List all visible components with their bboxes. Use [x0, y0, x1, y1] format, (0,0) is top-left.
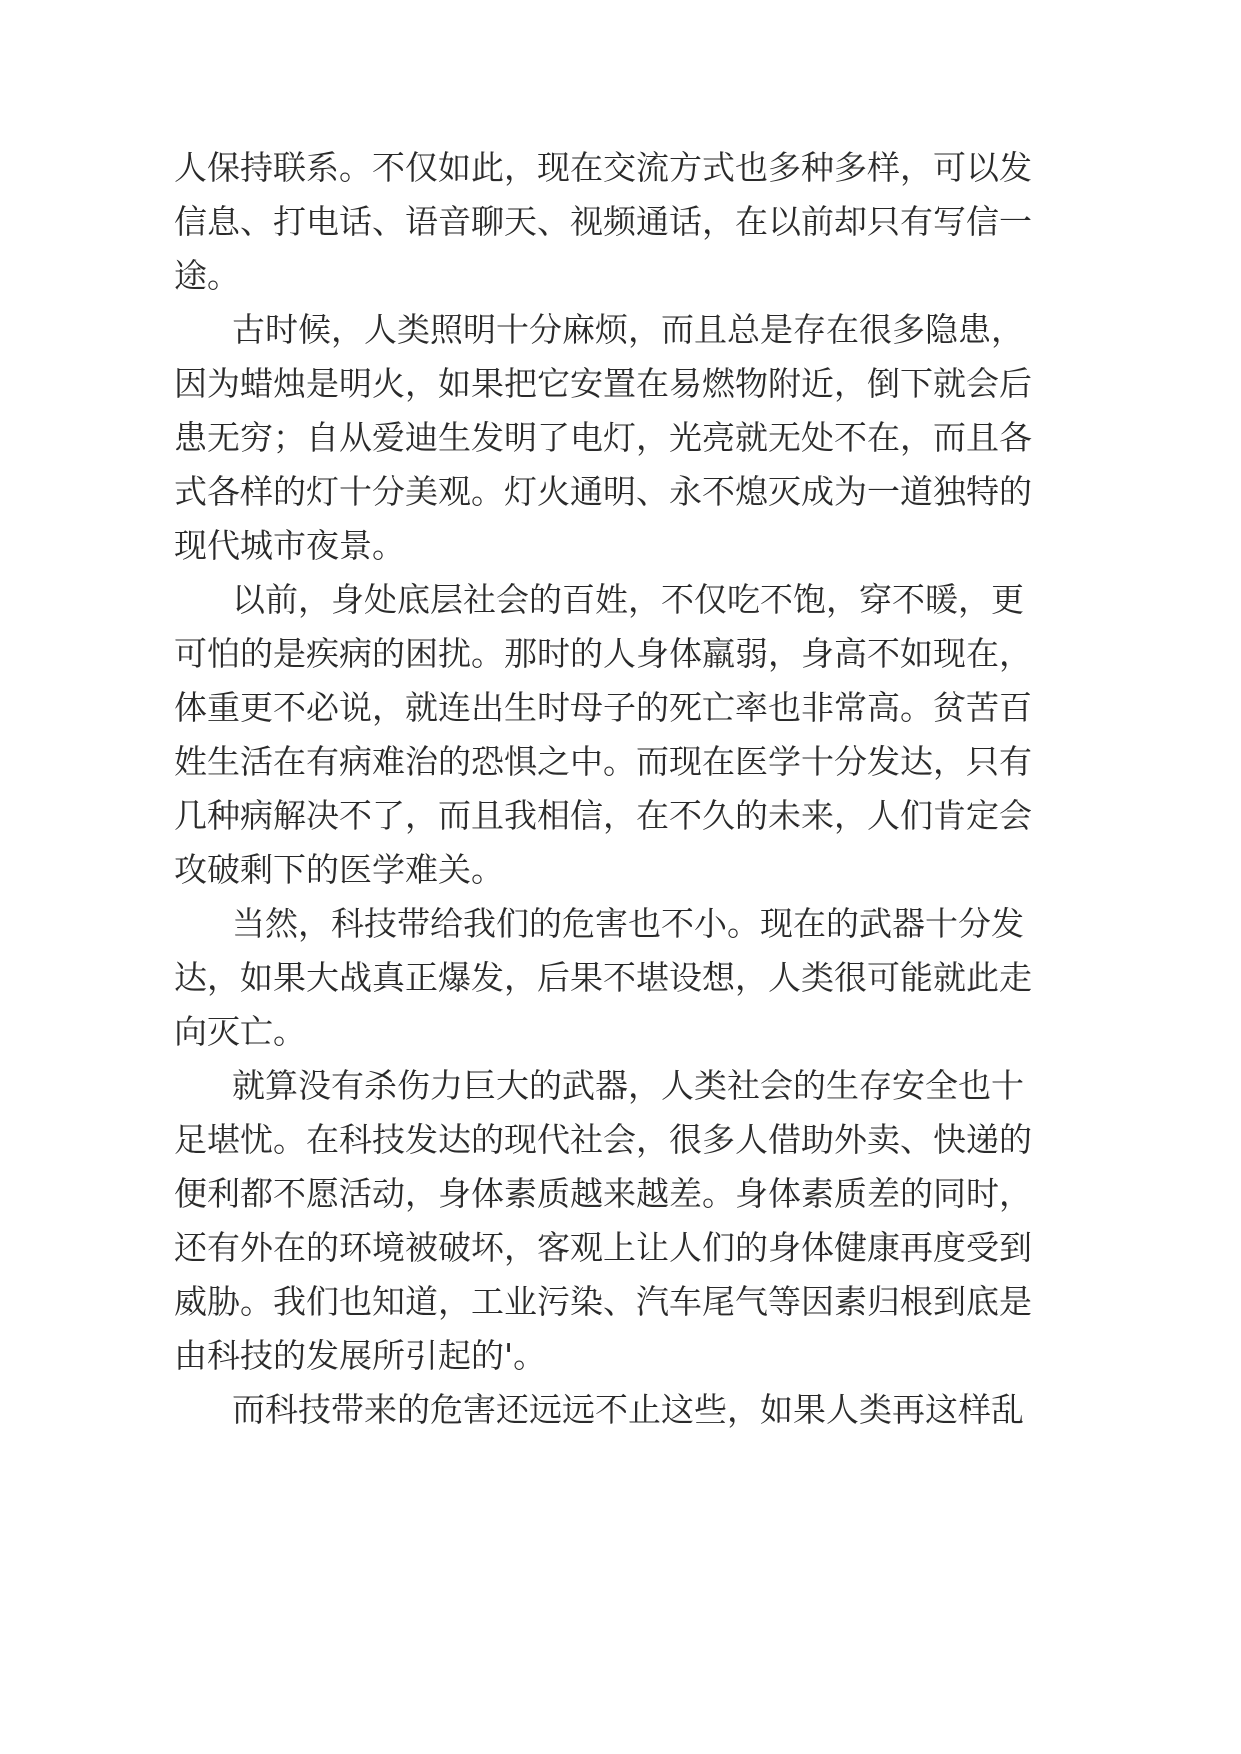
text-line: 达，如果大战真正爆发，后果不堪设想，人类很可能就此走	[174, 958, 1032, 997]
text-line: 而科技带来的危害还远远不止这些，如果人类再这样乱	[232, 1390, 1024, 1429]
text-line: 还有外在的环境被破坏，客观上让人们的身体健康再度受到	[174, 1228, 1032, 1267]
text-line: 古时候，人类照明十分麻烦，而且总是存在很多隐患，	[232, 310, 1024, 349]
text-line: 患无穷；自从爱迪生发明了电灯，光亮就无处不在，而且各	[174, 418, 1032, 457]
text-line: 人保持联系。不仅如此，现在交流方式也多种多样，可以发	[174, 148, 1032, 187]
text-line: 以前，身处底层社会的百姓，不仅吃不饱，穿不暖，更	[232, 580, 1024, 619]
text-line: 途。	[174, 256, 240, 295]
text-line: 就算没有杀伤力巨大的武器，人类社会的生存安全也十	[232, 1066, 1024, 1105]
text-line: 现代城市夜景。	[174, 526, 405, 565]
text-line: 体重更不必说，就连出生时母子的死亡率也非常高。贫苦百	[174, 688, 1032, 727]
text-line: 由科技的发展所引起的'。	[174, 1336, 547, 1375]
text-line: 姓生活在有病难治的恐惧之中。而现在医学十分发达，只有	[174, 742, 1032, 781]
text-line: 便利都不愿活动，身体素质越来越差。身体素质差的同时，	[174, 1174, 1032, 1213]
text-line: 攻破剩下的医学难关。	[174, 850, 504, 889]
text-line: 信息、打电话、语音聊天、视频通话，在以前却只有写信一	[174, 202, 1032, 241]
text-line: 几种病解决不了，而且我相信，在不久的未来，人们肯定会	[174, 796, 1032, 835]
text-line: 向灭亡。	[174, 1012, 306, 1051]
text-line: 当然，科技带给我们的危害也不小。现在的武器十分发	[232, 904, 1024, 943]
text-line: 威胁。我们也知道，工业污染、汽车尾气等因素归根到底是	[174, 1282, 1032, 1321]
text-line: 足堪忧。在科技发达的现代社会，很多人借助外卖、快递的	[174, 1120, 1032, 1159]
text-line: 因为蜡烛是明火，如果把它安置在易燃物附近，倒下就会后	[174, 364, 1032, 403]
text-line: 可怕的是疾病的困扰。那时的人身体羸弱，身高不如现在，	[174, 634, 1032, 673]
text-line: 式各样的灯十分美观。灯火通明、永不熄灭成为一道独特的	[174, 472, 1032, 511]
